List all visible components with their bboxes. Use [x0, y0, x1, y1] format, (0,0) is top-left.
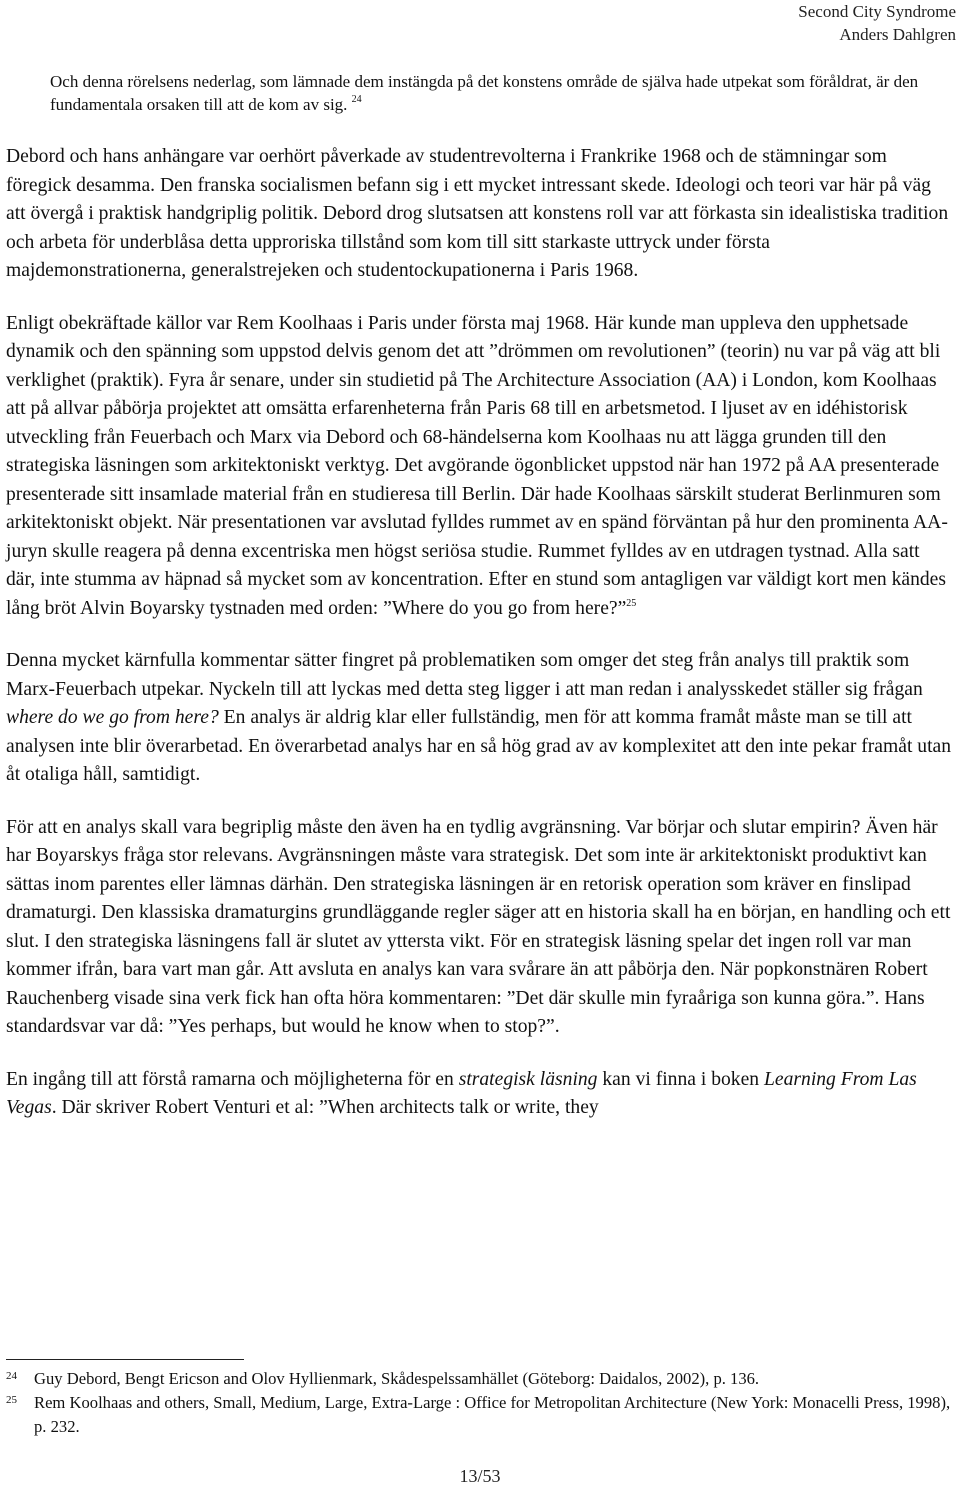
header-author: Anders Dahlgren — [839, 25, 956, 44]
page-number: 13/53 — [459, 1466, 501, 1486]
paragraph-las-vegas-a: En ingång till att förstå ramarna och möjligheterna för en — [6, 1068, 459, 1090]
paragraph-analysis — [6, 647, 952, 790]
paragraph-debord: Debord och hans anhängare var oerhört påverkade av studentrevolterna i Frankrike 1968 och de stämningar som föregick desamma. Den franska socialismen befann sig i ett mycket intressant skede. Ideologi och teori var här på väg att övergå i praktisk handgriplig politik. Debord drog slutsatsen att konstens roll var att förkasta sin idealistiska tradition och arbeta för underblåsa detta upproriska tillstånd som kom till sitt starkaste uttryck under första majdemonstrationerna, generalstrejeken och studentockupationerna i Paris 1968. — [6, 146, 949, 281]
running-header — [798, 0, 956, 46]
footnote-ref-25[interactable]: 25 — [626, 597, 637, 609]
footnote-24 — [6, 1367, 952, 1391]
paragraph-analysis-question: where do we go from here? — [6, 707, 219, 728]
header-title: Second City Syndrome — [798, 2, 956, 21]
paragraph-analysis-b: En analys är aldrig klar eller fullständig, men för att komma framåt måste man se till att analysen inte blir överarbetad. En överarbetad analys har en så hög grad av av komplexitet att den inte pekar framåt utan åt otaliga håll, samtidigt. — [6, 707, 952, 785]
paragraph-las-vegas — [6, 1066, 952, 1123]
footnotes — [6, 1367, 952, 1439]
paragraph-las-vegas-c: . Där skriver Robert Venturi et al: ”When architects talk or write, they — [51, 1097, 599, 1118]
footnote-text: Guy Debord, Bengt Ericson and Olov Hyllienmark, Skådespelssamhället (Göteborg: Daidalos, 2002), p. 136. — [34, 1369, 760, 1388]
footnote-25 — [6, 1391, 952, 1439]
footnote-divider — [6, 1359, 244, 1360]
footnote-ref-24[interactable]: 24 — [351, 93, 362, 105]
quote-text: Och denna rörelsens nederlag, som lämnade dem instängda på det konstens område de själva hade utpekat som föråldrat, är den fundamentala orsaken till att de kom av sig. — [50, 72, 919, 114]
footnote-number: 25 — [6, 1394, 17, 1406]
paragraph-analysis-a: Denna mycket kärnfulla kommentar sätter fingret på problematiken som omger det steg från analys till praktik som Marx-Feuerbach utpekar. Nyckeln till att lyckas med detta steg ligger i att man redan i analysskedet ställer sig frågan — [6, 650, 923, 700]
body-text — [6, 71, 952, 1123]
paragraph-koolhaas-text: Enligt obekräftade källor var Rem Koolhaas i Paris under första maj 1968. Här kunde man uppleva den upphetsade dynamik och den spänning som uppstod delvis genom det att ”drömmen om revolutionen” (teorin) nu var på väg att bli verklighet (praktik). Fyra år senare, under sin studietid på The Architecture Association (AA) i London, kom Koolhaas att på allvar påbörja projektet att omsätta erfarenheterna från Paris 68 till en arbetsmetod. I ljuset av en idéhistorisk utveckling från Feuerbach och Marx via Debord och 68-händelserna kom Koolhaas nu att lägga grunden till den strategiska läsningen som arkitektoniskt verktyg. Det avgörande ögonblicket uppstod när han 1972 på AA presenterade presenterade sitt insamlade material från en studieresa till Berlin. Där hade Koolhaas särskilt studerat Berlinmuren som arkitektoniskt objekt. När presentationen var avslutad fylldes rummet av en spänd förväntan på hur den prominenta AA-juryn skulle reagera på denna excentriska men högst seriösa studie. Rummet fylldes av en utdragen tystnad. Alla satt där, inte stumma av häpnad så mycket som av koncentration. Efter en stund som antagligen var väldigt kort men kändes lång bröt Alvin Boyarsky tystnaden med orden: ”Where do you go from here?” — [6, 312, 948, 619]
book-title: Learning From Las Vegas — [6, 1068, 917, 1118]
block-quote — [50, 71, 952, 116]
paragraph-koolhaas — [6, 310, 952, 624]
paragraph-las-vegas-b: kan vi finna i boken — [597, 1068, 764, 1090]
strategic-reading-term: strategisk läsning — [458, 1068, 598, 1090]
paragraph-delimitation: För att en analys skall vara begriplig måste den även ha en tydlig avgränsning. Var börjar och slutar empirin? Även här har Boyarskys fråga stor relevans. Avgränsningen måste vara strategisk. Det som inte är arkitektoniskt produktivt kan sättas inom parentes eller lämnas därhän. Den strategiska läsningen är en retorisk operation som kräver en finslipad dramaturgi. Den klassiska dramaturgins grundläggande regler säger att en historia skall ha en början, en handling och ett slut. I den strategiska läsningens fall är slutet av yttersta vikt. För en strategisk läsning spelar det ingen roll var man kommer ifrån, bara vart man går. Att avsluta en analys kan vara svårare än att påbörja den. När popkonstnären Robert Rauchenberg visade sina verk fick han ofta höra kommentaren: ”Det där skulle min fyraåriga son kunna göra.”. Hans standardsvar var då: ”Yes perhaps, but would he know when to stop?”. — [6, 816, 951, 1037]
footnote-number: 24 — [6, 1370, 17, 1382]
footnote-text: Rem Koolhaas and others, Small, Medium, Large, Extra-Large : Office for Metropolitan Architecture (New York: Monacelli Press, 1998), p. 232. — [34, 1393, 951, 1436]
